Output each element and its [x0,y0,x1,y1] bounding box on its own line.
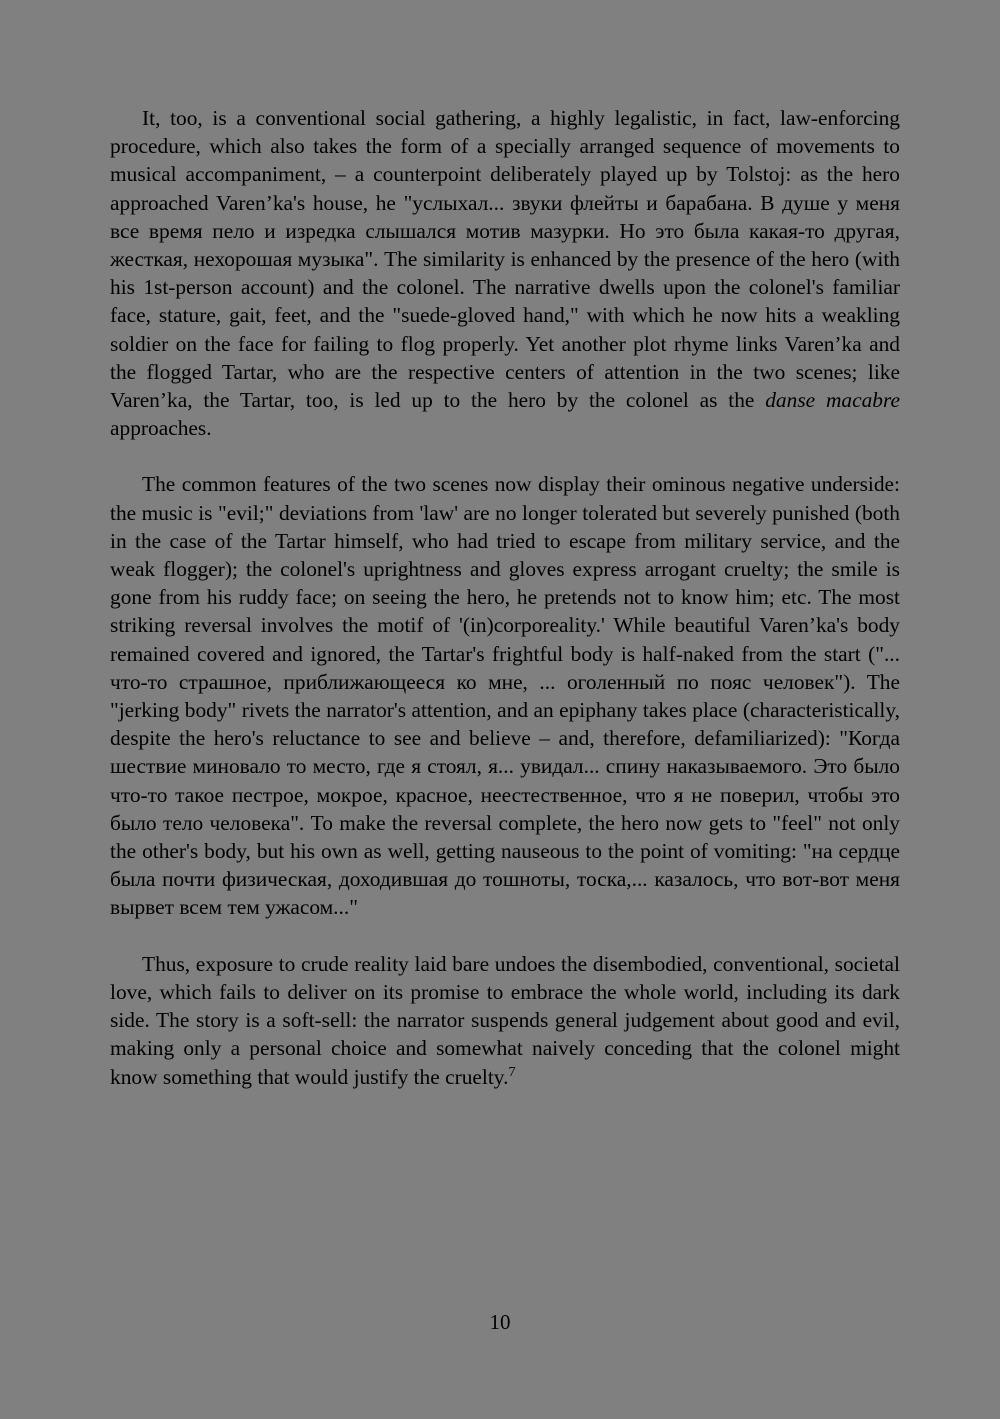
italic-phrase: danse macabre [765,388,900,413]
page-number: 10 [489,1310,511,1334]
paragraph-3 [110,950,900,1091]
paragraph-1 [110,104,900,442]
paragraph-2 [110,470,900,921]
footnote-reference: 7 [508,1064,516,1080]
paragraph-1-text-a: It, too, is a conventional social gathering, a highly legalistic, in fact, law-enforcing procedure, which also takes the form of a specially arranged sequence of movements to musical accompaniment, – a counterpoint deliberately played up by Tolstoj: as the hero approached Varen’ka's house, he "услыхал... звуки флейты и барабана. В душе у меня все время пело и изредка слышался мотив мазурки. Но это была какая-то другая, жесткая, нехорошая музыка". The similarity is enhanced by the presence of the hero (with his 1st-person account) and the colonel. The narrative dwells upon the colonel's familiar face, stature, gait, feet, and the "suede-gloved hand," with which he now hits a weakling soldier on the face for failing to flog properly. Yet another plot rhyme links Varen’ka and the flogged Tartar, who are the respective centers of attention in the two scenes; like Varen’ka, the Tartar, too, is led up to the hero by the colonel as the [110,106,900,413]
paragraph-1-text-b: approaches. [110,416,212,441]
paragraph-2-text: The common features of the two scenes now display their ominous negative underside: the music is "evil;" deviations from 'law' are no longer tolerated but severely punished (both in the case of the Tartar himself, who had tried to escape from military service, and the weak flogger); the colonel's uprightness and gloves express arrogant cruelty; the smile is gone from his ruddy face; on seeing the hero, he pretends not to know him; etc. The most striking reversal involves the motif of '(in)corporeality.' While beautiful Varen’ka's body remained covered and ignored, the Tartar's frightful body is half-naked from the start ("... что-то страшное, приближающееся ко мне, ... оголенный по пояс человек"). The "jerking body" rivets the narrator's attention, and an epiphany takes place (characteristically, despite the hero's reluctance to see and believe – and, therefore, defamiliarized): "Когда шествие миновало то место, где я стоял, я... увидал... спину наказываемого. Это было что-то такое пестрое, мокрое, красное, неестественное, что я не поверил, чтобы это было тело человека". To make the reversal complete, the hero now gets to "feel" not only the other's body, but his own as well, getting nauseous to the point of vomiting: "на сердце была почти физическая, доходившая до тошноты, тоска,... казалось, что вот-вот меня вырвет всем тем ужасом..." [110,472,900,920]
body-text [110,104,900,1091]
paragraph-3-text: Thus, exposure to crude reality laid bare undoes the disembodied, conventional, societal love, which fails to deliver on its promise to embrace the whole world, including its dark side. The story is a soft-sell: the narrator suspends general judgement about good and evil, making only a personal choice and somewhat naively conceding that the colonel might know something that would justify the cruelty. [110,951,900,1089]
